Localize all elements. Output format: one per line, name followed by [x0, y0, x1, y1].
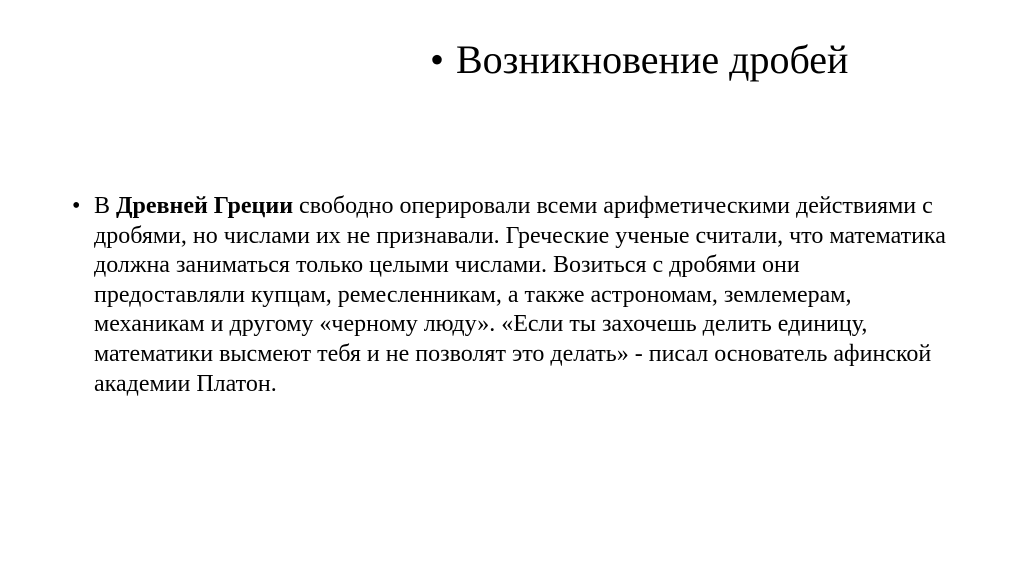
- title-bullet: •: [430, 37, 445, 82]
- body-bold-phrase: Древней Греции: [116, 193, 294, 219]
- title-text: Возникновение дробей: [456, 37, 849, 82]
- body-lead: В: [94, 193, 117, 219]
- body-bullet-item: [72, 192, 972, 399]
- slide-title: [430, 32, 990, 88]
- body-paragraph: [94, 192, 954, 399]
- body-bullet: •: [72, 193, 81, 219]
- body-text: свободно оперировали всеми арифметическими действиями с дробями, но числами их не признавали. Греческие ученые считали, что математика должна заниматься только целыми числами. Возиться с дробями они предоставляли купцам, ремесленникам, а также астрономам, землемерам, механикам и другому «черному люду». «Если ты захочешь делить единицу, математики высмеют тебя и не позволят это делать» - писал основатель афинской академии Платон.: [94, 193, 946, 397]
